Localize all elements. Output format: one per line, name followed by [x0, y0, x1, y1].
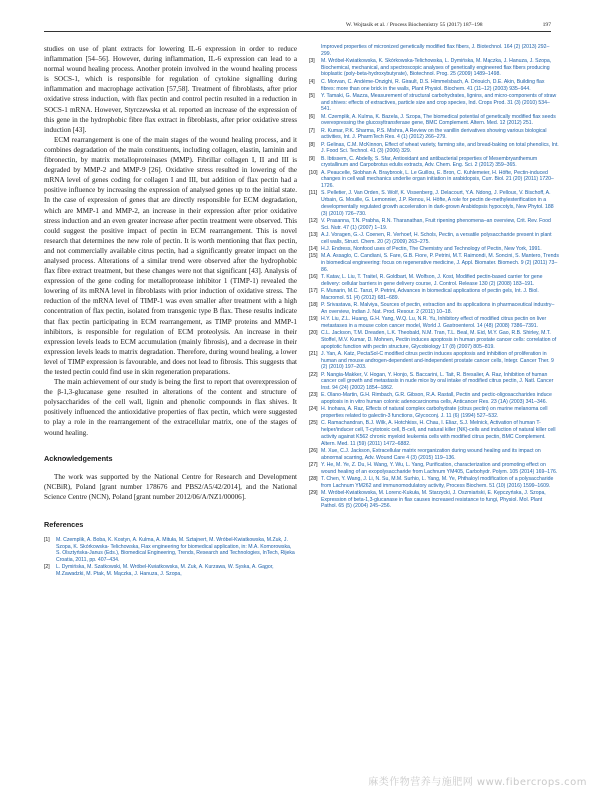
reference-item[interactable] — [309, 142, 559, 155]
reference-text[interactable]: H.Y. Liu, Z.L. Huang, G.H. Yang, W.Q. Lu, N.R. Yu, Inhibitory effect of modified citrus pectin on liver metastases in a mouse colon cancer model, World J. Gastroenterol. 14 (48) (2008) 7386–7391. — [321, 316, 547, 329]
left-column — [44, 44, 297, 578]
body-paragraph: studies on use of plant extracts for lowering IL-6 expression in order to reduce inflammation [54–56]. However, during inflammation, IL-6 expression can lead to a normal wound healing process. Another protein involved in the wound healing process is SOCS-1, which is responsible for regulation of cytokine signalling during inflammation and macrophage activation [57,58]. Treatment of fibroblasts, after prior oxidative stress induction, with flax pectin and control pectin resulted in a reduction in SOCS-1 mRNA. However, Styrczewska et al. reported an increase of the expression of this gene in the hydrophobic fibre flax extract in fibroblasts, after prior oxidative stress induction [43]. — [44, 45, 297, 134]
reference-number: [15] — [309, 253, 318, 260]
site-watermark: 麻类作物营养与施肥网 www.fibercrops.com — [368, 777, 587, 788]
reference-number: [29] — [309, 490, 318, 497]
journal-citation: W. Wojtasik et al. / Process Biochemistry 55 (2017) 187–198 — [345, 22, 483, 28]
reference-text[interactable]: M. Czemplik, A. Kulma, K. Bazela, J. Szopa, The biomedical potential of genetically modified flax seeds overexpressing the glucosyltransferase gene, BMC Complement. Altern. Med. 12 (2012) 251. — [321, 113, 556, 127]
reference-item[interactable] — [309, 190, 559, 217]
reference-text[interactable]: B. Ibtissem, C. Abdelly, S. Sfar, Antioxidant and antibacterial properties of Mesembryanthemum crystallinum and Carpobrotus edulis extracts, Adv. Chem. Eng. Sci. 2 (2012) 359–365. — [321, 155, 538, 169]
reference-text[interactable]: E. Olano-Martin, G.H. Rimbach, G.R. Gibson, R.A. Rastall, Pectin and pectic-oligosaccharides induce apoptosis in in vitro human colonic adenocarcinoma cells, Anticancer Res. 23 (1A) (2003) 341–346. — [321, 392, 552, 406]
reference-item[interactable] — [309, 232, 559, 245]
reference-number: [16] — [309, 274, 318, 281]
reference-number: [2] — [44, 564, 50, 571]
reference-text[interactable]: A. Peaucelle, Siobhan A. Braybrook, L. Le Guillou, E. Bron, C. Kuhlemeier, H. Höfte, Pectin-induced changes in cell wall mechanics underlie organ initiation in arabidopsis, Curr. Biol. 21 (20) (2011) 1720–1726. — [321, 169, 554, 190]
reference-item[interactable] — [309, 406, 559, 419]
reference-text[interactable]: M.A. Assaglo, C. Candiani, S. Fare, G.B. Fiore, P. Petrini, M.T. Raimondi, M. Soncini, S. Mantero, Trends in biomedical engineering: focus on regenerative medicine, J. Appl. Biomater. Biomech. 9 (2) (2011) 73–86. — [321, 253, 559, 273]
page-number: 197 — [542, 22, 551, 28]
reference-item[interactable] — [309, 372, 559, 392]
reference-number: [1] — [44, 536, 50, 543]
header-rule — [44, 31, 551, 32]
reference-text[interactable]: T. Katav, L. Liu, T. Traitel, R. Goldbart, M. Wolfson, J. Kost, Modified pectin-based carrier for gene delivery: cellular barriers in gene delivery course, J. Control. Release 130 (2) (2008) 183–191. — [321, 274, 543, 287]
reference-number: [8] — [309, 141, 315, 148]
acknowledgements-text: The work was supported by the National Centre for Research and Development (NCBiR), Poland [grant number 178676 and PBS2/A5/42/2014], and the National Science Centre (NCN), Poland [grant number 2012/06/A/NZ1/00006]. — [44, 472, 297, 501]
reference-list — [309, 44, 559, 510]
reference-number: [12] — [309, 217, 318, 224]
reference-item[interactable] — [309, 392, 559, 405]
reference-number: [28] — [309, 476, 318, 482]
reference-item[interactable] — [44, 537, 297, 564]
reference-number: [5] — [309, 92, 315, 99]
reference-number: [26] — [309, 447, 318, 454]
reference-text[interactable]: Y. Tamaki, G. Mazza, Measurement of structural carbohydrates, lignins, and micro-components of straw and shives: effects of extractives, particle size and crop species, Ind. Crops Prod. 31 (3) (2010) 534–541. — [321, 92, 557, 113]
right-column — [309, 44, 559, 511]
reference-text[interactable]: T. Chen, Y. Wang, J. Li, N. Su, M.M. Surhio, L. Yang, M. Ye, Phthaloyl modification of a polysaccharide from Lachnum YM262 and immunomodulatory activity, Process Biochem. 51 (10) (2016) 1599–1609. — [321, 476, 554, 489]
reference-item[interactable] — [309, 170, 559, 190]
reference-item[interactable] — [309, 316, 559, 329]
reference-item[interactable] — [309, 302, 559, 315]
reference-text[interactable]: A.J. Voragen, G.-J. Coenen, R. Verhoef, H. Schols, Pectin, a versatile polysaccharide present in plant cell walls, Struct. Chem. 20 (2) (2009) 263–275. — [321, 231, 552, 245]
reference-item[interactable] — [309, 462, 559, 475]
reference-number: [19] — [309, 316, 318, 323]
reference-number: [18] — [309, 302, 318, 309]
reference-number: [4] — [309, 78, 315, 85]
reference-item[interactable] — [309, 288, 559, 301]
reference-item[interactable] — [309, 44, 559, 57]
reference-number: [6] — [309, 113, 315, 120]
reference-text[interactable]: M. Wróbel-Kwiatkowska, K. Skórkowska-Telichowska, L. Dymińska, M. Mączka, J. Hanuza, J. Szopa, Biochemical, mechanical, and spectroscopic analyses of genetically engineered flax fibers producing bioplastic (poly-beta-hydroxybutyrate), Biotechnol. Prog. 25 (2009) 1489–1498. — [321, 58, 552, 78]
reference-item[interactable] — [44, 564, 297, 577]
reference-text[interactable]: H. Inohara, A. Raz, Effects of natural complex carbohydrate (citrus pectin) on murine melanoma cell properties related to galectin-3 functions, Glycoconj. J. 11 (6) (1994) 527–532. — [321, 406, 548, 420]
reference-text[interactable]: C. Ramachandran, B.J. Wilk, A. Hotchkiss, H. Chau, I. Eliaz, S.J. Melnick, Activation of human T-helper/inducer cell, T-cytotoxic cell, B-cell, and natural killer (NK)-cells and induction of natural killer cell activity against K562 chronic myeloid leukemia cells with modified citrus pectin, BMC Complement. Altern. Med. 11 (59) (2011) 1472–6882. — [321, 420, 556, 447]
reference-item[interactable] — [309, 156, 559, 169]
reference-item[interactable] — [309, 351, 559, 371]
references-heading: References — [44, 519, 84, 529]
reference-text[interactable]: M. Czemplik, A. Boba, K. Kostyn, A. Kulma, A. Mituła, M. Sztajnert, M. Wróbel-Kwiatkowska, M.Zuk, J. Szopa, K. Skórkowska- Telichowska, Flax engineering for biomedical application, in: M.A. Komorowska, S. Olsztyńska-Janus (Eds.), Biomedical Engineering, Trends, Research and Technologies, InTech, Rijeka Croatia, 2011, pp. 407–434. — [56, 536, 295, 564]
reference-item[interactable] — [309, 476, 559, 489]
reference-number: [3] — [309, 58, 315, 65]
reference-item[interactable] — [309, 128, 559, 141]
running-header — [44, 22, 551, 28]
reference-item[interactable] — [309, 93, 559, 113]
reference-number: [7] — [309, 127, 315, 134]
reference-text[interactable]: P. Nangia-Makker, V. Hogan, Y. Honjo, S. Baccarini, L. Tait, R. Bresalier, A. Raz, Inhibition of human cancer cell growth and metastasis in nude mice by oral intake of modified citrus pectin, J. Natl. Cancer Inst. 94 (24) (2002) 1854–1862. — [321, 371, 554, 392]
reference-text[interactable]: S. Pelletier, J. Van Orden, S. Wolf, K. Vissenberg, J. Delacourt, Y.A. Ndong, J. Pelloux, V. Bischoff, A. Urbain, G. Mouille, G. Lemonnier, J.P. Renou, H. Höfte, A role for pectin de-methylesterification in a developmentally regulated growth acceleration in dark-grown Arabidopsis hypocotyls, New Phytol. 188 (3) (2010) 726–730. — [321, 190, 554, 217]
reference-text[interactable]: L. Dymińska, M. Szatkowski, M. Wróbel-Kwiatkowska, M. Zuk, A. Kurzawa, W. Syska, A. Gągor, M.Zawadzki, M. Ptak, M. Mączka, J. Hanuza, J. Szopa, — [56, 564, 274, 578]
reference-number: [23] — [309, 392, 318, 399]
reference-text[interactable]: C. Morvan, C. Andème-Onzighi, R. Girault, D.S. Himmelsbach, A. Driouich, D.E. Akin, Building flax fibres: more than one brick in the walls, Plant Physiol. Biochem. 41 (11–12) (2003) 935–944. — [321, 78, 545, 92]
reference-number: [21] — [309, 350, 318, 357]
reference-text[interactable]: P. Gelinas, C.M. McKinnon, Effect of wheat variety, farming site, and bread-baking on total phenolics, Int. J. Food Sci. Technol. 41 (3) (2006) 329. — [321, 141, 559, 155]
reference-number: [13] — [309, 231, 318, 238]
reference-text[interactable]: R. Kumar, P.K. Sharma, P.S. Mishra, A Review on the vanillin derivatives showing various biological activities, Int. J. PharmTech Res. 4 (1) (2012) 266–279. — [321, 127, 547, 141]
acknowledgements-heading: Acknowledgements — [44, 453, 113, 463]
reference-number: [14] — [309, 245, 318, 252]
reference-number: [10] — [309, 169, 318, 176]
body-paragraph: ECM rearrangement is one of the main stages of the wound healing process, and it combines degradation of the main constituents, including collagen, elastin, laminin and fibronectin, by matrix metalloproteinases (MMP). Fibrillar collagen I, II and III is degraded by MMP-2 and MMP-9 [26]. Oxidative stress resulted in lowering of the mRNA level of genes coding for collagen I and III, but addition of flax pectin had a positive influence by increasing the expression of analysed genes up to the initial state. In the case of expression of genes that are directly responsible for ECM degradation, which are MMP-1 and MMP-2, an increase in their expression after prior oxidative stress induction and an even greater increase after pectin treatment were observed. This could suggest the positive impact of pectin in ECM rearrangement. This is novel research that determines the new role of pectin. It is worth mentioning that flax pectin, and not commercially available citrus pectin, had a significantly greater impact on the analysed process. Alterations of a similar trend were observed after the hydrophobic flax fibre extract treatment, but these changes were not that significant [43]. Analysis of expression of the gene coding for metalloprotease inhibitor 1 (TIMP-1) revealed the lowering of its mRNA level in fibroblasts with prior induction of oxidative stress. The reduction of the mRNA level of TIMP-1 was even smaller after treatment with a high concentration of flax pectin, isolated from transgenic type B flax. These results indicate that flax pectin participating in ECM rearrangement, as TIMP proteins and MMP-1 inhibitors, is responsible for regulation of ECM proteolysis. An increase in their expression levels leads to ECM accumulation (mainly fibrosis), and a decrease in their expression levels leads to matrix degradation. Therefore, during wound healing, a lower level of TIMP expression is favourable, and does not lead to fibrosis. This suggests that the tested pectin could find use in skin regeneration preparations. — [44, 135, 297, 376]
reference-text[interactable]: F. Munarin, M.C. Tanzi, P. Petrini, Advances in biomedical applications of pectin gels, Int. J. Biol. Macromol. 51 (4) (2012) 681–689. — [321, 288, 539, 301]
reference-number: [27] — [309, 461, 318, 468]
reference-text[interactable]: Improved properties of micronized genetically modified flax fibers, J. Biotechnol. 164 (2) (2013) 292–299. — [321, 44, 550, 57]
reference-item[interactable] — [309, 253, 559, 273]
reference-number: [9] — [309, 155, 315, 162]
reference-item[interactable] — [309, 448, 559, 461]
reference-item[interactable] — [309, 58, 559, 78]
reference-number: [20] — [309, 330, 318, 337]
reference-text[interactable]: P. Srivastava, R. Malviya, Sources of pectin, extraction and its applications in pharmaceutical industry–An overview, Indian J. Nat. Prod. Resour. 2 (2011) 10–18. — [321, 302, 555, 315]
reference-number: [17] — [309, 288, 318, 295]
reference-text[interactable]: J. Yan, A. Katz, PectaSol-C modified citrus pectin induces apoptosis and inhibition of proliferation in human and mouse androgen-dependent and-independent prostate cancer cells, Integr. Cancer Ther. 9 (2) (2010) 197–203. — [321, 350, 554, 371]
reference-text[interactable]: C.L. Jackson, T.M. Dreaden, L.K. Theobald, N.M. Tran, T.L. Beal, M. Eid, M.Y. Gao, R.B. Shirley, M.T. Stoffel, M.V. Kumar, D. Mohnen, Pectin induces apoptosis in human prostate cancer cells: correlation of apoptotic function with pectin structure, Glycobiology 17 (8) (2007) 805–819. — [321, 330, 557, 350]
reference-number: [22] — [309, 371, 318, 378]
reference-list — [44, 537, 297, 578]
reference-text[interactable]: H.J. Endress, Nonfood uses of Pectin, The Chemistry and Technology of Pectin, New York, 1991. — [321, 245, 542, 252]
reference-item[interactable] — [309, 218, 559, 231]
body-paragraph: The main achievement of our study is being the first to report that overexpression of the β-1,3-glucanase gene resulted in alterations of the content and structure of polysaccharides of the cell wall, lignin and phenolic compounds in flax shives. It positively influenced the antioxidative properties of flax pectin, which were suggested to play a role in the rearrangement of the extracellular matrix, one of the stages of wound healing. — [44, 378, 297, 437]
reference-item[interactable] — [309, 420, 559, 447]
reference-number: [11] — [309, 190, 318, 197]
reference-text[interactable]: Y. He, M. Ye, Z. Du, H. Wang, Y. Wu, L. Yang, Purification, characterization and promoting effect on wound healing of an exopolysaccharide from Lachnum YM405, Carbohydr. Polym. 105 (2014) 169–176. — [321, 461, 558, 475]
reference-text[interactable]: V. Prasanna, T.N. Prabha, R.N. Tharanathan, Fruit ripening phenomena–an overview, Crit. Rev. Food Sci. Nutr. 47 (1) (2007) 1–19. — [321, 217, 551, 231]
reference-number — [309, 44, 321, 57]
reference-item[interactable] — [309, 490, 559, 510]
reference-item[interactable] — [309, 114, 559, 127]
reference-item[interactable] — [309, 246, 559, 253]
reference-item[interactable] — [309, 330, 559, 350]
reference-number: [25] — [309, 420, 318, 427]
reference-text[interactable]: M. Wróbel-Kwiatkowska, M. Lorenc-Kukuła, M. Starzycki, J. Oszmiański, E. Kępczyńska, J. Szopa, Expression of beta-1,3-glucanase in flax causes increased resistance to fungi, Physiol. Mol. Plant Pathol. 65 (5) (2004) 245–256. — [321, 490, 546, 510]
reference-item[interactable] — [309, 79, 559, 92]
reference-number: [24] — [309, 406, 318, 413]
reference-item[interactable] — [309, 274, 559, 287]
reference-text[interactable]: M. Xue, C.J. Jackson, Extracellular matrix reorganization during wound healing and its impact on abnormal scarring, Adv. Wound Care 4 (3) (2015) 119–136. — [321, 447, 541, 461]
